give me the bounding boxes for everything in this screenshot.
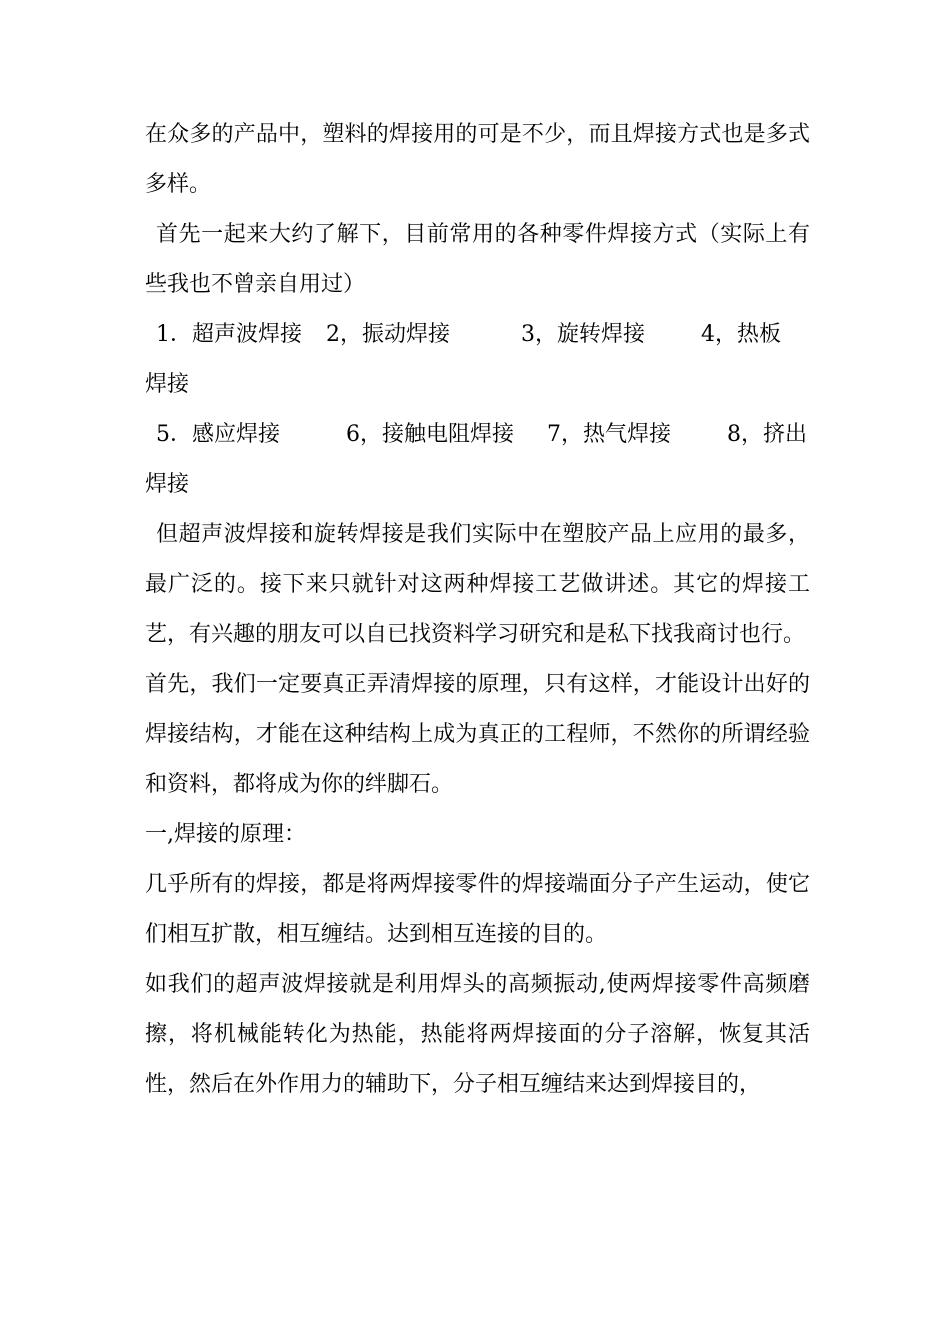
principle-intro-paragraph: 首先，我们一定要真正弄清焊接的原理，只有这样，才能设计出好的焊接结构，才能在这种结构上成为真正的工程师，不然你的所谓经验和资料，都将成为你的绊脚石。 bbox=[145, 672, 810, 797]
overview-paragraph: 首先一起来大约了解下，目前常用的各种零件焊接方式（实际上有些我也不曾亲自用过） bbox=[145, 222, 810, 297]
list-item: 4，热板 bbox=[701, 322, 781, 347]
list-item-wrap: 焊接 bbox=[145, 472, 190, 497]
section-heading: 一,焊接的原理： bbox=[145, 822, 306, 847]
welding-methods-list-1 bbox=[145, 310, 810, 410]
welding-methods-list-2 bbox=[145, 410, 810, 510]
list-item: 8，挤出 bbox=[727, 422, 807, 447]
list-item-wrap: 焊接 bbox=[145, 372, 190, 397]
principle-paragraph: 几乎所有的焊接，都是将两焊接零件的焊接端面分子产生运动，使它们相互扩散，相互缠结。达到相互连接的目的。 bbox=[145, 872, 810, 947]
document-body bbox=[145, 110, 810, 1110]
list-item: 3，旋转焊接 bbox=[521, 322, 645, 347]
ultrasonic-paragraph: 如我们的超声波焊接就是利用焊头的高频振动,使两焊接零件高频磨擦，将机械能转化为热能，热能将两焊接面的分子溶解，恢复其活性，然后在外作用力的辅助下，分子相互缠结来达到焊接目的， bbox=[145, 972, 810, 1097]
list-item: 5．感应焊接 bbox=[156, 422, 280, 447]
intro-paragraph: 在众多的产品中，塑料的焊接用的可是不少，而且焊接方式也是多式多样。 bbox=[145, 122, 810, 197]
list-item: 6，接触电阻焊接 bbox=[346, 422, 514, 447]
list-item: 7，热气焊接 bbox=[547, 422, 671, 447]
list-item: 2，振动焊接 bbox=[326, 322, 450, 347]
list-item: 1．超声波焊接 bbox=[156, 322, 302, 347]
focus-paragraph: 但超声波焊接和旋转焊接是我们实际中在塑胶产品上应用的最多，最广泛的。接下来只就针对这两种焊接工艺做讲述。其它的焊接工艺，有兴趣的朋友可以自已找资料学习研究和是私下找我商讨也行。 bbox=[145, 522, 810, 647]
